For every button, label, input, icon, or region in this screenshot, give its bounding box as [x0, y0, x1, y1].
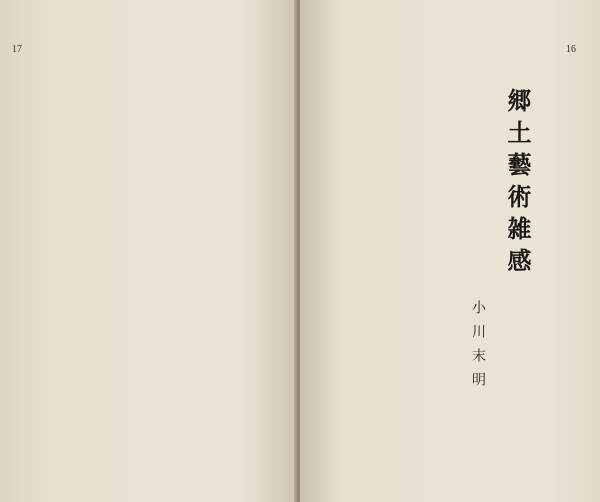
article-title: 郷土藝術雑感 [503, 88, 532, 280]
article-author: 小川末明 [470, 300, 486, 396]
left-page-body-text [22, 62, 284, 482]
left-page [0, 0, 297, 502]
page-number-right: 16 [566, 44, 576, 55]
right-page [300, 0, 600, 502]
right-page-body-text [308, 62, 440, 482]
page-number-left: 17 [12, 44, 22, 55]
